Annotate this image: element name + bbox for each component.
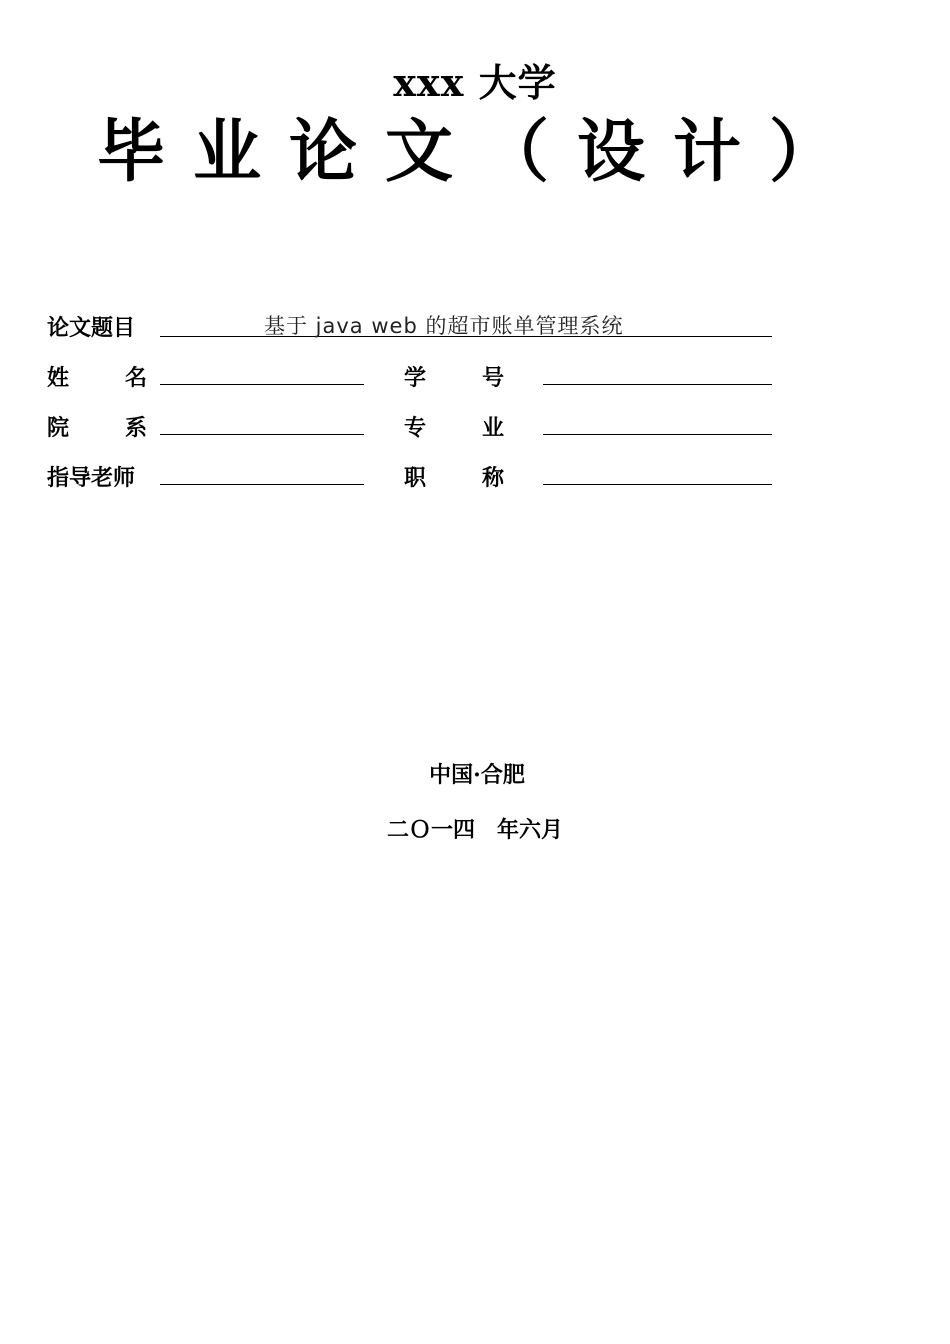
advisor-field	[160, 462, 364, 485]
major-field	[543, 412, 772, 435]
topic-value: 基于 java web 的超市账单管理系统	[264, 314, 624, 338]
university-name: xxx 大学	[393, 60, 557, 105]
professional-title-label: 职 称	[404, 465, 509, 491]
name-label: 姓 名	[47, 365, 152, 391]
department-field	[160, 412, 364, 435]
professional-title-field	[543, 462, 772, 485]
name-field	[160, 362, 364, 385]
department-label: 院 系	[47, 415, 152, 441]
thesis-heading: 毕业论文（设计）	[96, 112, 865, 192]
place-line: 中国·合肥	[429, 762, 525, 788]
major-label: 专 业	[404, 415, 509, 441]
topic-label: 论文题目	[47, 315, 136, 341]
date-line: 二Ｏ一四 年六月	[386, 817, 563, 843]
advisor-label: 指导老师	[47, 465, 136, 491]
topic-field	[160, 310, 772, 337]
student-id-label: 学 号	[404, 365, 509, 391]
student-id-field	[543, 362, 772, 385]
